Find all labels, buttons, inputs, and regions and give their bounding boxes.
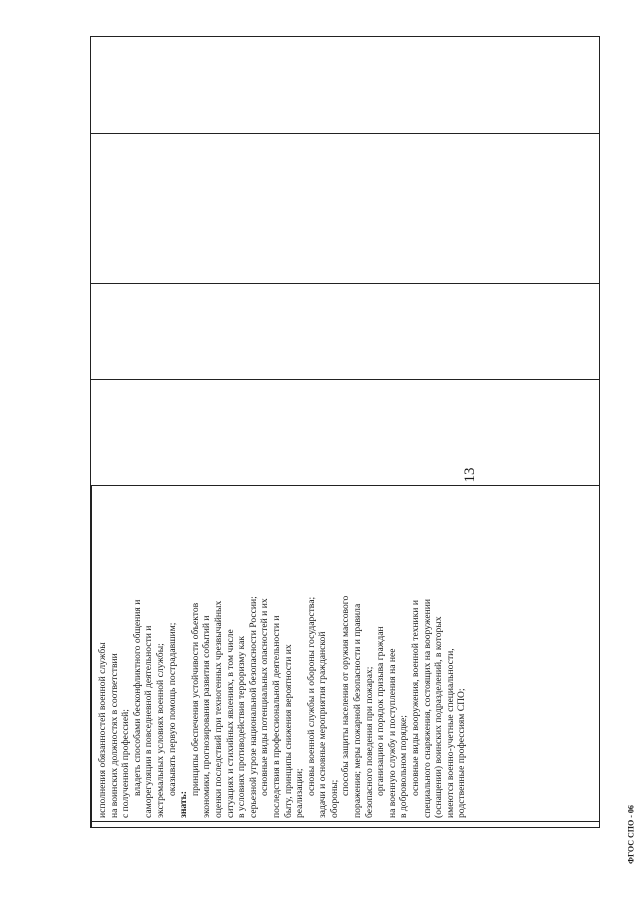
content-line: оценки последствий при техногенных чрезвычайных	[212, 600, 224, 818]
content-line: в добровольном порядке;	[398, 715, 410, 818]
content-line: быту, принципы снижения вероятности их	[282, 644, 294, 818]
content-line: владеть способами бесконфликтного общения и	[131, 599, 143, 796]
content-line: в условиях противодействия терроризму как	[236, 635, 248, 818]
content-line: обороны;	[328, 779, 340, 818]
content-line: организацию и порядок призыва граждан	[375, 626, 387, 796]
content-line: способы защиты населения от оружия массового	[340, 595, 352, 796]
content-line: задачи и основные мероприятия гражданской	[317, 631, 329, 818]
footer-document-code: ФГОС СПО - 06	[626, 805, 636, 864]
competency-knowledge-cell	[97, 62, 567, 822]
content-line: экстремальных условиях военной службы;	[154, 643, 166, 818]
content-line: специального снаряжения, состоящих на вооружении	[421, 598, 433, 818]
content-line: принципы обеспечения устойчивости объектов	[189, 602, 201, 796]
page-number: 13	[462, 467, 478, 483]
content-line: саморегуляции в повседневной деятельности и	[143, 625, 155, 818]
content-line: имеются военно-учетные специальности,	[444, 648, 456, 818]
content-line: экономики, прогнозирования развития событий и	[201, 615, 213, 818]
content-line: поражения; меры пожарной безопасности и правила	[352, 603, 364, 818]
content-line: исполнения обязанностей военной службы	[97, 642, 108, 818]
content-line: ситуациях и стихийных явлениях, в том числе	[224, 629, 236, 818]
content-line: основные виды вооружения, военной техники и	[410, 600, 422, 796]
content-line: родственные профессиям СПО;	[456, 688, 468, 818]
content-line: основные виды потенциальных опасностей и их	[259, 598, 271, 796]
content-line: безопасного поведения при пожарах;	[363, 666, 375, 818]
content-line: (оснащении) воинских подразделений, в которых	[433, 616, 445, 818]
content-line: реализации;	[294, 768, 306, 818]
content-line: основы военной службы и обороны государства;	[305, 596, 317, 796]
content-line: знать:	[178, 791, 190, 818]
table-column-line	[91, 485, 92, 827]
table-frame	[90, 36, 600, 828]
content-line: серьезной угрозе национальной безопасности России;	[247, 596, 259, 818]
content-line: на военную службу и поступления на нее	[386, 648, 398, 818]
content-line: оказывать первую помощь пострадавшим;	[166, 622, 178, 796]
content-line: последствия в профессиональной деятельности и	[270, 615, 282, 818]
content-line: на воинских должностях в соответствии	[108, 653, 120, 818]
content-line: с полученной профессией;	[120, 709, 132, 818]
